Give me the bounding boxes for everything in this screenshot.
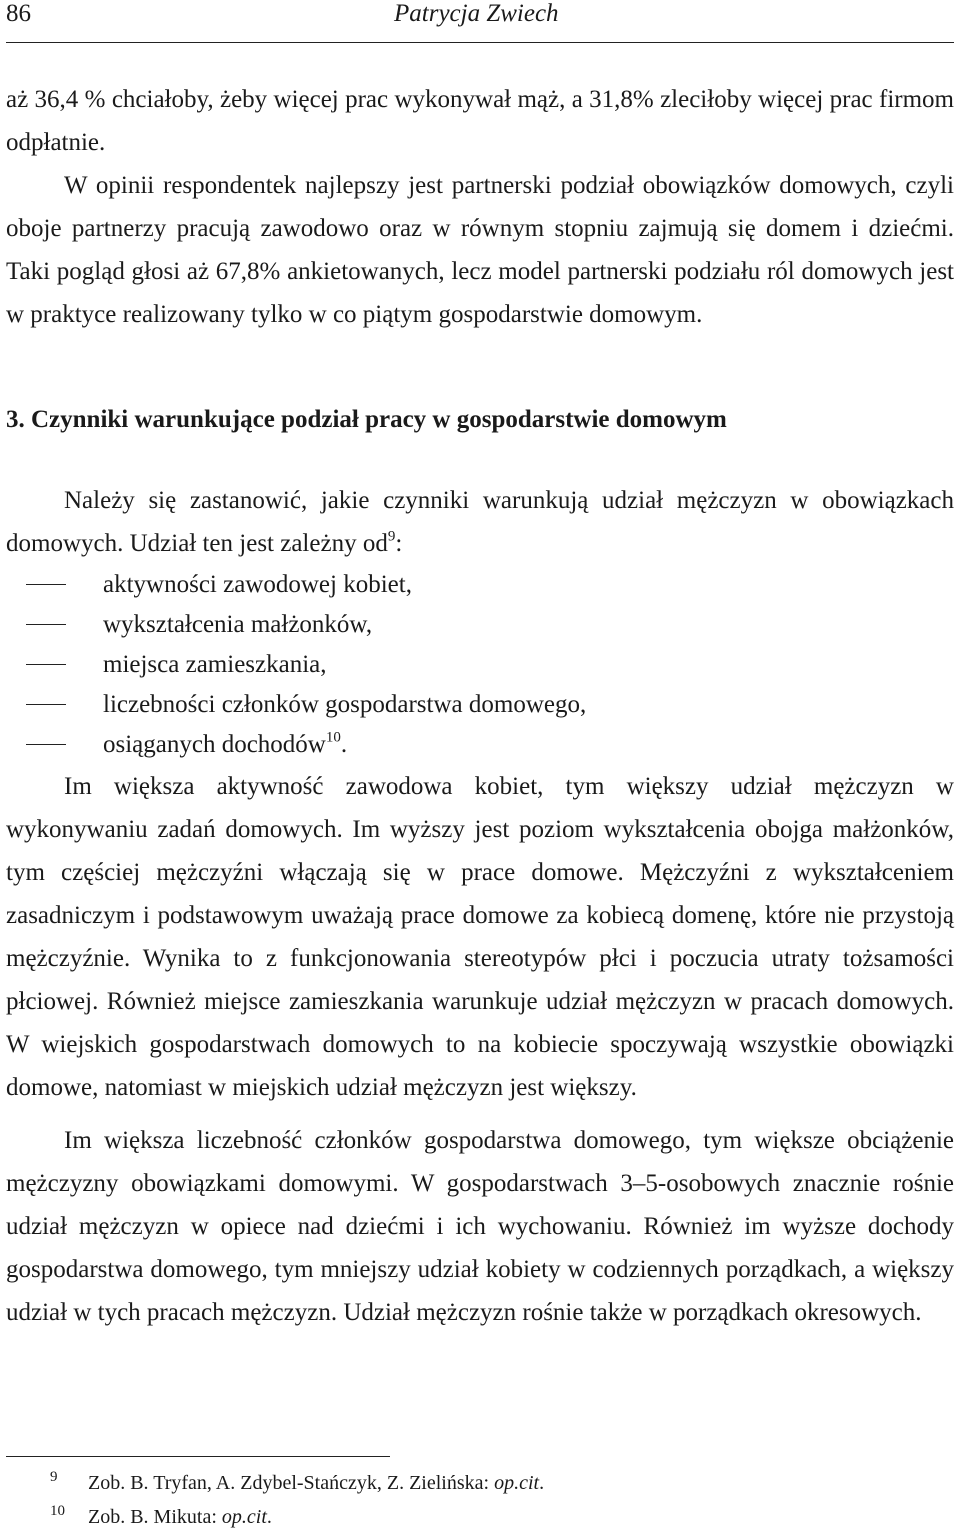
- section-heading: 3. Czynniki warunkujące podział pracy w gospodarstwie domowym: [6, 406, 727, 433]
- dash-bullet: [26, 704, 66, 705]
- footnote-ref-10: 10: [325, 729, 341, 746]
- dash-bullet: [26, 584, 66, 585]
- paragraph-continuation: aż 36,4 % chciałoby, żeby więcej prac wykonywał mąż, a 31,8% zleciłoby więcej prac firmom odpłatnie.: [6, 86, 954, 156]
- page-number: 86: [6, 0, 31, 27]
- footnote-ref-9: 9: [387, 528, 396, 545]
- dash-bullet: [26, 624, 66, 625]
- section-intro: Należy się zastanowić, jakie czynniki warunkują udział mężczyzn w obowiązkach domowych. Udział ten jest zależny $od^9$:: [6, 487, 954, 557]
- list-item: wykształcenia małżonków,: [6, 605, 954, 645]
- dash-bullet: [26, 744, 66, 745]
- paragraph-factors: Im większa aktywność zawodowa kobiet, tym większy udział mężczyzn w wykonywaniu zadań domowych. Im wyższy jest poziom wykształcenia obojga małżonków, tym częściej mężczyźni włączają się w prace domowe. Mężczyźni z wykształceniem zasadniczym i podstawowym uważają prace domowe za kobiecą domenę, które nie przystoją mężczyźnie. Wynika to z funkcjonowania stereotypów płci i poczucia utraty tożsamości płciowej. Również miejsce zamieszkania warunkuje udział mężczyzn w pracach domowych. W wiejskich gospodarstwach domowych to na kobiecie spoczywają wszystkie obowiązki domowe, natomiast w miejskich udział mężczyzn jest większy.: [6, 773, 954, 1101]
- footnote-9: 9 Zob. B. Tryfan, A. Zdybel-Stańczyk, Z. Zielińska: op.cit.: [6, 1466, 954, 1500]
- footnotes: [6, 1466, 954, 1534]
- dash-bullet: [26, 664, 66, 665]
- page-header: [6, 0, 954, 43]
- footnote-divider: [6, 1456, 390, 1457]
- list-item: osiąganych dochodów$^{10}$.: [6, 725, 954, 765]
- factors-list: [6, 565, 954, 765]
- list-item: aktywności zawodowej kobiet,: [6, 565, 954, 605]
- paragraph-household-size: Im większa liczebność członków gospodarstwa domowego, tym większe obciążenie mężczyzny obowiązkami domowymi. W gospodarstwach 3–5-osobowych znacznie rośnie udział mężczyzn w opiece nad dziećmi i ich wychowaniu. Również im wyższe dochody gospodarstwa domowego, tym mniejszy udział kobiety w codziennych porządkach, a większy udział w tych pracach mężczyzn. Udział mężczyzn rośnie także w porządkach okresowych.: [6, 1127, 954, 1326]
- list-item: miejsca zamieszkania,: [6, 645, 954, 685]
- footnote-number: 10: [50, 1503, 65, 1519]
- paragraph-partnership: W opinii respondentek najlepszy jest partnerski podział obowiązków domowych, czyli oboje partnerzy pracują zawodowo oraz w równym stopniu zajmują się domem i dziećmi. Taki pogląd głosi aż 67,8% ankietowanych, lecz model partnerski podziału ról domowych jest w praktyce realizowany tylko w co piątym gospodarstwie domowym.: [6, 172, 954, 328]
- footnote-number: 9: [50, 1469, 58, 1485]
- intro-text: Należy się zastanowić, jakie czynniki warunkują udział mężczyzn w obowiązkach domowych. Udział ten jest zależny od: [6, 487, 954, 557]
- footnote-10: 10 Zob. B. Mikuta: op.cit.: [6, 1500, 954, 1534]
- list-item: liczebności członków gospodarstwa domowego,: [6, 685, 954, 725]
- page-body: [6, 78, 954, 1334]
- running-title: Patrycja Zwiech: [394, 0, 559, 27]
